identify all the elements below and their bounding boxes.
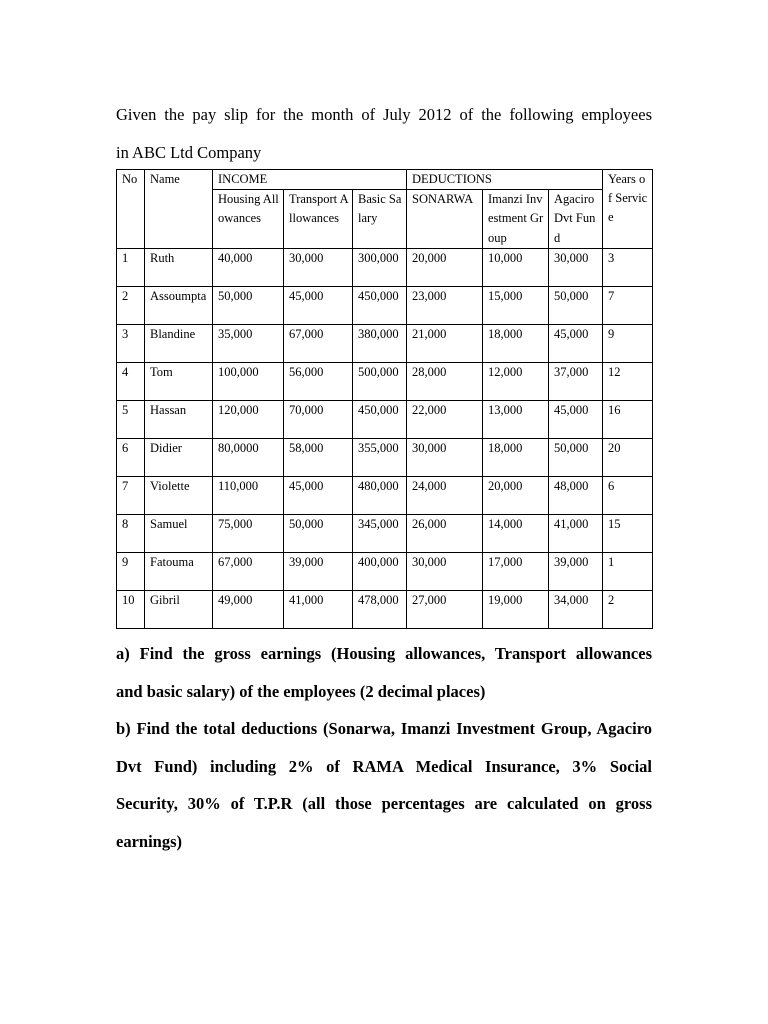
cell-basic: 478,000	[353, 590, 407, 628]
cell-imanzi: 17,000	[483, 552, 549, 590]
table-row	[117, 286, 653, 324]
cell-agaciro: 48,000	[549, 476, 603, 514]
cell-sonarwa: 21,000	[407, 324, 483, 362]
cell-years: 2	[603, 590, 653, 628]
table-row	[117, 324, 653, 362]
cell-basic: 400,000	[353, 552, 407, 590]
cell-sonarwa: 27,000	[407, 590, 483, 628]
table-row	[117, 248, 653, 286]
cell-sonarwa: 23,000	[407, 286, 483, 324]
cell-imanzi: 19,000	[483, 590, 549, 628]
cell-housing: 50,000	[213, 286, 284, 324]
cell-housing: 80,0000	[213, 438, 284, 476]
subheader-transport: Transport Allowances	[284, 190, 353, 249]
cell-no: 6	[117, 438, 145, 476]
cell-name: Violette	[145, 476, 213, 514]
question-a-line-1: a) Find the gross earnings (Housing allowances, Transport allowances	[116, 644, 652, 663]
cell-name: Gibril	[145, 590, 213, 628]
cell-housing: 49,000	[213, 590, 284, 628]
cell-sonarwa: 26,000	[407, 514, 483, 552]
cell-agaciro: 45,000	[549, 324, 603, 362]
cell-transport: 45,000	[284, 476, 353, 514]
cell-agaciro: 30,000	[549, 248, 603, 286]
cell-years: 6	[603, 476, 653, 514]
cell-basic: 300,000	[353, 248, 407, 286]
table-header-row	[117, 170, 653, 190]
cell-no: 1	[117, 248, 145, 286]
cell-basic: 480,000	[353, 476, 407, 514]
cell-years: 3	[603, 248, 653, 286]
intro-line-2: in ABC Ltd Company	[116, 142, 262, 162]
cell-no: 5	[117, 400, 145, 438]
cell-imanzi: 12,000	[483, 362, 549, 400]
cell-transport: 41,000	[284, 590, 353, 628]
cell-name: Fatouma	[145, 552, 213, 590]
cell-imanzi: 14,000	[483, 514, 549, 552]
cell-years: 16	[603, 400, 653, 438]
header-years: Years of Service	[603, 170, 653, 249]
subheader-housing: Housing Allowances	[213, 190, 284, 249]
cell-sonarwa: 22,000	[407, 400, 483, 438]
cell-transport: 70,000	[284, 400, 353, 438]
question-b-line-4: earnings)	[116, 831, 182, 851]
cell-no: 8	[117, 514, 145, 552]
intro-line-1: Given the pay slip for the month of July 2012 of the following employees	[116, 105, 652, 124]
cell-transport: 67,000	[284, 324, 353, 362]
table-row	[117, 362, 653, 400]
cell-no: 7	[117, 476, 145, 514]
table-row	[117, 552, 653, 590]
table-row	[117, 590, 653, 628]
cell-no: 9	[117, 552, 145, 590]
cell-no: 10	[117, 590, 145, 628]
cell-agaciro: 45,000	[549, 400, 603, 438]
question-b	[116, 710, 652, 860]
cell-agaciro: 41,000	[549, 514, 603, 552]
cell-housing: 67,000	[213, 552, 284, 590]
table-row	[117, 476, 653, 514]
cell-basic: 500,000	[353, 362, 407, 400]
cell-no: 4	[117, 362, 145, 400]
cell-basic: 355,000	[353, 438, 407, 476]
cell-imanzi: 15,000	[483, 286, 549, 324]
header-no: No	[117, 170, 145, 249]
cell-name: Samuel	[145, 514, 213, 552]
cell-basic: 450,000	[353, 286, 407, 324]
cell-housing: 40,000	[213, 248, 284, 286]
cell-transport: 58,000	[284, 438, 353, 476]
cell-imanzi: 13,000	[483, 400, 549, 438]
cell-sonarwa: 30,000	[407, 552, 483, 590]
cell-housing: 110,000	[213, 476, 284, 514]
cell-years: 1	[603, 552, 653, 590]
cell-sonarwa: 28,000	[407, 362, 483, 400]
cell-agaciro: 50,000	[549, 286, 603, 324]
question-a-line-2: and basic salary) of the employees (2 decimal places)	[116, 681, 486, 701]
cell-years: 15	[603, 514, 653, 552]
table-body	[117, 248, 653, 628]
cell-years: 12	[603, 362, 653, 400]
question-a	[116, 635, 652, 710]
cell-transport: 45,000	[284, 286, 353, 324]
cell-imanzi: 10,000	[483, 248, 549, 286]
cell-years: 7	[603, 286, 653, 324]
header-name: Name	[145, 170, 213, 249]
cell-no: 2	[117, 286, 145, 324]
cell-transport: 39,000	[284, 552, 353, 590]
cell-agaciro: 50,000	[549, 438, 603, 476]
cell-agaciro: 34,000	[549, 590, 603, 628]
subheader-agaciro: Agaciro Dvt Fund	[549, 190, 603, 249]
pay-slip-table	[116, 169, 653, 629]
cell-name: Hassan	[145, 400, 213, 438]
table-row	[117, 514, 653, 552]
cell-name: Assoumpta	[145, 286, 213, 324]
cell-sonarwa: 30,000	[407, 438, 483, 476]
cell-imanzi: 20,000	[483, 476, 549, 514]
table-row	[117, 438, 653, 476]
cell-transport: 56,000	[284, 362, 353, 400]
cell-name: Blandine	[145, 324, 213, 362]
cell-years: 20	[603, 438, 653, 476]
cell-imanzi: 18,000	[483, 438, 549, 476]
cell-agaciro: 37,000	[549, 362, 603, 400]
cell-name: Tom	[145, 362, 213, 400]
cell-agaciro: 39,000	[549, 552, 603, 590]
subheader-imanzi: Imanzi Investment Group	[483, 190, 549, 249]
cell-name: Ruth	[145, 248, 213, 286]
cell-name: Didier	[145, 438, 213, 476]
cell-imanzi: 18,000	[483, 324, 549, 362]
question-b-line-2: Dvt Fund) including 2% of RAMA Medical Insurance, 3% Social	[116, 756, 652, 776]
cell-sonarwa: 24,000	[407, 476, 483, 514]
question-b-line-1: b) Find the total deductions (Sonarwa, Imanzi Investment Group, Agaciro	[116, 719, 652, 738]
table-row	[117, 400, 653, 438]
subheader-sonarwa: SONARWA	[407, 190, 483, 249]
cell-years: 9	[603, 324, 653, 362]
intro-paragraph	[116, 96, 652, 171]
cell-housing: 100,000	[213, 362, 284, 400]
cell-basic: 345,000	[353, 514, 407, 552]
header-income: INCOME	[213, 170, 407, 190]
cell-basic: 380,000	[353, 324, 407, 362]
cell-housing: 75,000	[213, 514, 284, 552]
question-b-line-3: Security, 30% of T.P.R (all those percentages are calculated on gross	[116, 794, 652, 813]
header-deductions: DEDUCTIONS	[407, 170, 603, 190]
cell-sonarwa: 20,000	[407, 248, 483, 286]
cell-basic: 450,000	[353, 400, 407, 438]
cell-transport: 50,000	[284, 514, 353, 552]
cell-transport: 30,000	[284, 248, 353, 286]
cell-no: 3	[117, 324, 145, 362]
subheader-basic: Basic Salary	[353, 190, 407, 249]
cell-housing: 35,000	[213, 324, 284, 362]
cell-housing: 120,000	[213, 400, 284, 438]
